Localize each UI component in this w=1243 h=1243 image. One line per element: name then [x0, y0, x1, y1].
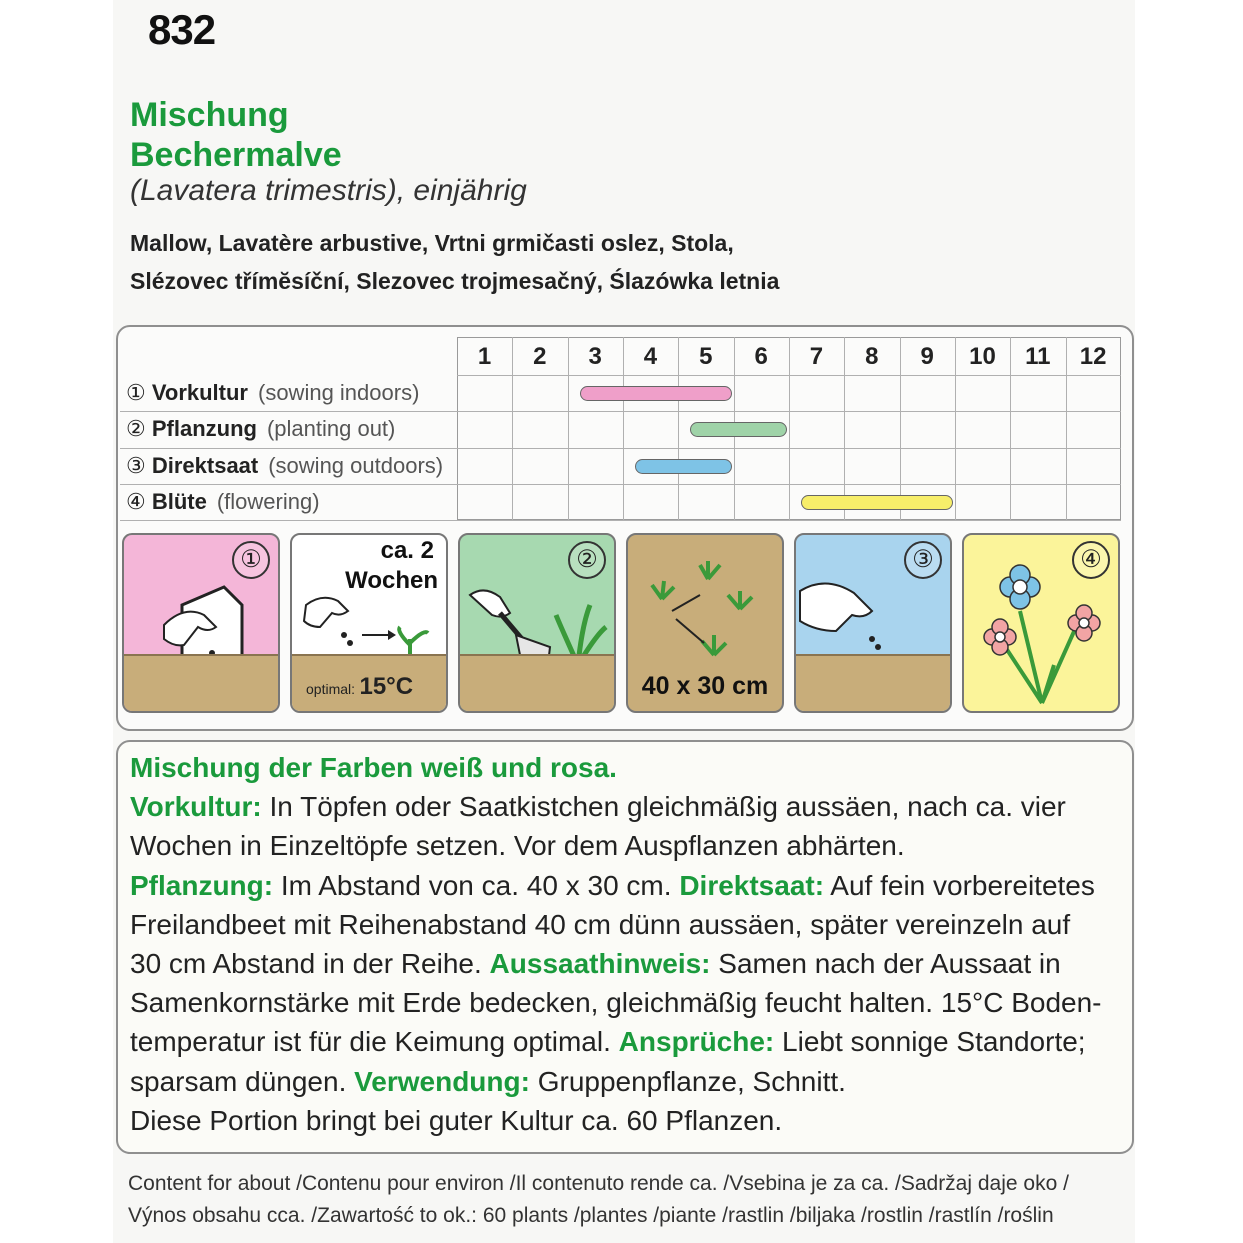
- row-english: (sowing outdoors): [268, 452, 444, 478]
- row-activity: Vorkultur: [151, 380, 248, 405]
- month-label: 3: [588, 343, 602, 370]
- tile-germination: [290, 533, 448, 713]
- label-ansprueche: Ansprüche:: [618, 1026, 775, 1057]
- row-marker: ②: [126, 416, 152, 442]
- title-line-1: Mischung: [130, 96, 289, 134]
- info-text: temperatur ist für die Keimung optimal.: [130, 1026, 619, 1057]
- calendar-row-label: [126, 453, 443, 479]
- row-english: (planting out): [266, 416, 396, 442]
- soil: [460, 654, 614, 711]
- row-marker: ③: [126, 452, 152, 478]
- row-activity: Blüte: [151, 488, 207, 514]
- month-label: 7: [809, 343, 824, 370]
- month-label: 8: [865, 343, 879, 370]
- product-number: 832: [148, 6, 216, 53]
- row-marker: ④: [126, 488, 152, 514]
- label-verwendung: Verwendung:: [354, 1066, 530, 1097]
- common-names-line-2: Slézovec třímĕsíční, Slezovec trojmesačný, Ślazówka letnia: [130, 268, 780, 294]
- row-activity: Direktsaat: [151, 452, 259, 478]
- info-text: In Töpfen oder Saatkistchen gleichmäßig aussäen, nach ca. vier: [261, 791, 1066, 822]
- soil: [124, 654, 278, 711]
- common-names-line-1: Mallow, Lavatère arbustive, Vrtni grmičasti oslez, Stola,: [130, 230, 734, 256]
- latin-name: (Lavatera trimestris), einjährig: [130, 174, 527, 207]
- tile-number: ②: [568, 541, 606, 579]
- optimal-label: optimal:: [306, 681, 356, 697]
- germination-time-1: ca. 2: [380, 537, 434, 564]
- month-label: 11: [1025, 343, 1051, 370]
- tile-planting-out: [458, 533, 616, 713]
- info-text: Samen nach der Aussaat in: [710, 948, 1061, 979]
- footer-line-1: Content for about /Contenu pour environ /Il contenuto rende ca. /Vsebina je za ca. /Sadržaj daje oko /: [128, 1172, 1069, 1195]
- month-label: 6: [754, 343, 768, 370]
- row-english: (sowing indoors): [258, 380, 420, 405]
- info-text: Auf fein vorbereitetes: [824, 870, 1095, 901]
- grid-row-line: [120, 448, 1121, 449]
- info-text: Wochen in Einzeltöpfe setzen. Vor dem Auspflanzen abhärten.: [130, 830, 905, 861]
- tile-number: ①: [232, 541, 270, 579]
- footer-line-2: Výnos obsahu cca. /Zawartość to ok.: 60 plants /plantes /piante /rastlin /biljaka /rostlin /rastlín /roślin: [128, 1204, 1054, 1227]
- tile-spacing: [626, 533, 784, 713]
- info-heading: Mischung der Farben weiß und rosa.: [130, 752, 617, 783]
- calendar-row-label: [126, 489, 320, 515]
- calendar-bar: [690, 422, 787, 437]
- label-direktsaat: Direktsaat:: [679, 870, 825, 901]
- tile-sowing-indoors: [122, 533, 280, 713]
- month-label: 1: [477, 343, 492, 370]
- grid-row-line: [120, 520, 1121, 521]
- grid-row-line: [120, 484, 1121, 485]
- temperature-value: 15°C: [359, 673, 414, 700]
- tile-flowering: [962, 533, 1120, 713]
- optimal-temperature: [306, 673, 413, 701]
- spacing-label: 40 x 30 cm: [641, 672, 769, 700]
- month-label: 4: [643, 343, 658, 370]
- calendar-bar: [801, 495, 953, 510]
- flowers-icon: [964, 535, 1120, 713]
- info-text: sparsam düngen.: [130, 1066, 355, 1097]
- row-english: (flowering): [216, 488, 320, 514]
- germination-time-2: Wochen: [345, 567, 438, 594]
- grid-row-line: [457, 375, 1121, 376]
- label-aussaathinweis: Aussaathinweis:: [489, 948, 711, 979]
- month-label: 12: [1079, 343, 1107, 370]
- info-text: Diese Portion bringt bei guter Kultur ca. 60 Pflanzen.: [130, 1105, 783, 1136]
- label-vorkultur: Vorkultur:: [130, 791, 262, 822]
- info-text: Im Abstand von ca. 40 x 30 cm.: [273, 870, 680, 901]
- tile-sowing-outdoors: [794, 533, 952, 713]
- info-text: Liebt sonnige Standorte;: [774, 1026, 1086, 1057]
- calendar-row-label: [126, 416, 395, 442]
- info-text: 30 cm Abstand in der Reihe.: [130, 948, 490, 979]
- tile-number: ③: [904, 541, 942, 579]
- label-pflanzung: Pflanzung:: [130, 870, 274, 901]
- calendar-row-label: [126, 380, 419, 406]
- month-label: 5: [699, 343, 713, 370]
- calendar-bar: [580, 386, 732, 401]
- tile-number: ④: [1072, 541, 1110, 579]
- month-label: 10: [969, 343, 996, 370]
- row-marker: ①: [126, 380, 152, 405]
- month-label: 2: [533, 343, 547, 370]
- month-label: 9: [920, 343, 934, 370]
- info-text: Freilandbeet mit Reihenabstand 40 cm dünn aussäen, später vereinzeln auf: [130, 909, 1071, 940]
- info-text: Samenkornstärke mit Erde bedecken, gleichmäßig feucht halten. 15°C Boden-: [130, 987, 1102, 1018]
- calendar-bar: [635, 459, 732, 474]
- soil: [796, 654, 950, 711]
- info-text: Gruppenpflanze, Schnitt.: [529, 1066, 846, 1097]
- row-activity: Pflanzung: [151, 416, 257, 442]
- grid-row-line: [120, 411, 1121, 412]
- title-line-2: Bechermalve: [130, 136, 342, 174]
